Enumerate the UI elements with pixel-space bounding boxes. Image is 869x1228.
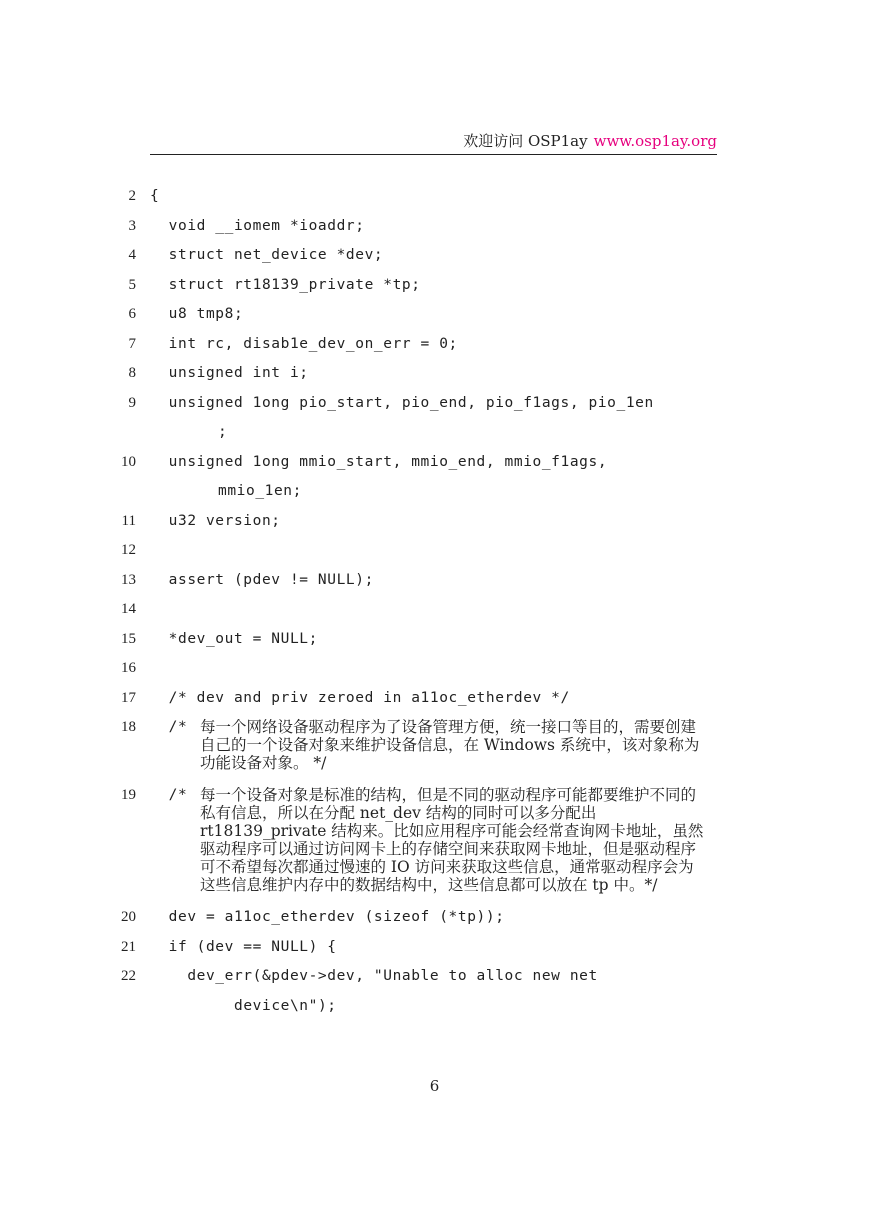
code-text: unsigned int i; xyxy=(150,365,309,381)
line-number: 18 xyxy=(121,719,136,735)
code-continuation: device\n"); xyxy=(234,997,337,1014)
comment-open: /* xyxy=(150,787,188,803)
line-number: 13 xyxy=(121,571,136,588)
header-site-link[interactable]: www.osp1ay.org xyxy=(593,132,717,150)
code-comment: 每一个设备对象是标准的结构，但是不同的驱动程序可能都要维护不同的私有信息，所以在分配 net_dev 结构的同时可以多分配出 rt18139_private 结构来。比如应用程序可能会经常查询网卡地址，虽然驱动程序可以通过访问网卡上的存储空间来获取网卡地址，但是驱动程序可不希望每次都通过慢速的 IO 访问来获取这些信息，通常驱动程序会为这些信息维护内存中的数据结构中，这些信息都可以放在 tp 中。*/ xyxy=(200,786,704,894)
code-text: void __iomem *ioaddr; xyxy=(150,217,365,234)
code-text: if (dev == NULL) { xyxy=(150,938,337,955)
code-text: u8 tmp8; xyxy=(150,306,244,322)
line-number: 5 xyxy=(128,276,136,293)
code-comment: 每一个网络设备驱动程序为了设备管理方便，统一接口等目的，需要创建自己的一个设备对象来维护设备信息，在 Windows 系统中，该对象称为功能设备对象。 */ xyxy=(200,718,700,772)
code-text: /* dev and priv zeroed in a11oc_etherdev */ xyxy=(150,689,570,706)
code-text: *dev_out = NULL; xyxy=(150,630,318,647)
line-number: 12 xyxy=(121,542,136,558)
comment-open: /* xyxy=(150,719,188,735)
line-number: 14 xyxy=(121,601,136,617)
code-continuation: ; xyxy=(218,424,228,440)
code-text: struct rt18139_private *tp; xyxy=(150,276,421,293)
code-text: unsigned 1ong mmio_start, mmio_end, mmio_f1ags, xyxy=(150,453,608,470)
code-text: assert (pdev != NULL); xyxy=(150,571,374,588)
line-number: 16 xyxy=(121,660,136,676)
line-number: 9 xyxy=(128,394,136,411)
line-number: 7 xyxy=(128,335,136,352)
line-number: 15 xyxy=(121,630,136,647)
line-number: 2 xyxy=(128,188,136,204)
line-number: 17 xyxy=(121,689,136,706)
line-number: 6 xyxy=(128,306,136,322)
code-text: int rc, disab1e_dev_on_err = 0; xyxy=(150,335,458,352)
code-text: dev = a11oc_etherdev (sizeof (*tp)); xyxy=(150,909,505,925)
line-number: 8 xyxy=(128,365,136,381)
code-text: u32 version; xyxy=(150,512,281,529)
line-number: 19 xyxy=(121,787,136,803)
line-number: 21 xyxy=(121,938,136,955)
code-continuation: mmio_1en; xyxy=(218,483,302,499)
header-title: 欢迎访问 OSP1ay xyxy=(463,132,588,150)
line-number: 4 xyxy=(128,247,136,263)
page-header xyxy=(150,130,717,155)
page-number: 6 xyxy=(429,1077,440,1095)
code-text: dev_err(&pdev->dev, "Unable to alloc new net xyxy=(150,968,598,984)
line-number: 22 xyxy=(121,968,136,984)
line-number: 11 xyxy=(121,512,136,529)
line-number: 3 xyxy=(128,217,136,234)
line-number: 20 xyxy=(121,909,136,925)
code-text: struct net_device *dev; xyxy=(150,247,384,263)
line-number: 10 xyxy=(121,453,136,470)
code-text: { xyxy=(150,188,160,204)
code-text: unsigned 1ong pio_start, pio_end, pio_f1ags, pio_1en xyxy=(150,394,654,411)
